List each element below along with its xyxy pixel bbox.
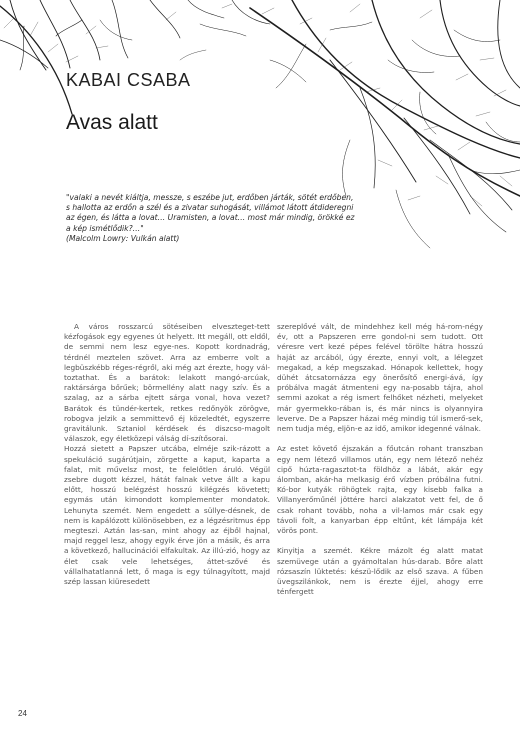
- paragraph: Kinyitja a szemét. Kékre mázolt ég alatt matat szemüvege után a gyámoltalan hús-darab. Bőre alatt rózsaszín lüktetés: készü-lődik az első szava. A fűben üvegszilánkok, nem is érezte éjjel, ahogy erre ténfergett: [277, 546, 483, 597]
- paragraph: Hozzá sietett a Papszer utcába, elméje szik-rázott a spekuláció sugárútjain, zörgette a kaput, kaparta a falat, mit művelsz most, te felelőtlen áruló. Végül zsebre dugott kézzel, hátát falnak vetve állt a kapu előtt, hosszú belégzést hosszú kilégzés követett; egymás után kimondott komplementer mondatok. Lehunyta szemét. Nem engedett a süllye-désnek, de nem is kapálózott különösebben, ez a légzésritmus épp megteszi. Aztán las-san, mint ahogy az éjből hajnal, majd reggel lesz, ahogy egyik érve jön a másik, és arra a következő, hallucinációi elfakultak. Az illú-zió, hogy az élet csak vele lehetséges, áttet-szővé és vállalhatatlanná lett, ő maga is egy túlnagyított, majd szép lassan kiüresedett: [64, 444, 270, 587]
- page-number: 24: [18, 709, 27, 718]
- paragraph: A város rosszarcú sötéseiben elveszteget-tett kézfogások egy egyenes út helyett. Itt megáll, ott eldől, de semmi nem lesz egye-nes. Kopott kordnadrág, térdnél meztelen szövet. Arra az emberre volt a legbüszkébb réges-régről, aki még azt érezte, hogy vál-toztathat. És a barátok: lelakott mangó-arcúak, raktársárga bőrűek; börmellény alatt nagy szív. És a szalag, az a sárba ejtett sárga vonal, hova vezet? Barátok és tündér-kertek, retkes redőnyök zörögve, robogva jelzik a semmittevő éj közeledtét, egyszerre gravitálunk. Sztaniol kérdések és diszcso-magolt válaszok, egy életközepi válság dí-szítősorai.: [64, 322, 270, 444]
- epigraph-quote: "valaki a nevét kiáltja, messze, s eszébe jut, erdőben járták, sötét erdőben, s hallotta az erdőn a szél és a zivatar suhogását, villámot látott átdideregni az égen, és látta a lovat… Uramisten, a lovat… most már mindig, örökké ez a kép ismétlődik?…": [66, 193, 355, 233]
- text-column-right: [277, 322, 483, 597]
- epigraph: [66, 193, 356, 244]
- text-column-left: [64, 322, 270, 587]
- epigraph-source: (Malcolm Lowry: Vulkán alatt): [66, 233, 180, 243]
- paragraph: szereplővé vált, de mindehhez kell még há-rom-négy év, ott a Papszeren erre gondol-ni sem tudott. Ott véresre vert kezé pépes felével törölte hátra hosszú haját az arcából, úgy érezte, ennyi volt, a lélegzet megakad, a kép megszakad. Hónapok kellettek, hogy dühét átcsatornázza egy önerősítő energi-ává, így próbálva magát átmenteni egy na-posabb tájra, ahol semmi azokat a rég ismert felhőket nézheti, melyeket már gyermekko-rában is, és már nincs is olyannyira leverve. De a Papszer házai még mindig túl ismerő-sek, nem tudja még, eljön-e az idő, amikor idegenné válnak.: [277, 322, 483, 434]
- article-title: Avas alatt: [66, 111, 158, 134]
- paragraph: Az estet követő éjszakán a főutcán rohant transzban egy nem létező villamos után, egy nem létező nehéz cipő húzta-ragasztot-ta földhöz a lábát, akár egy álomban, akár-ha melkasig érő vízben próbálna futni. Kó-bor kutyák röhögtek rajta, egy kisebb falka a Villanyerőműnél jöttére harci alakzatot vett fel, de ő csak rohant tovább, noha a vil-lamos már csak egy távoli folt, a kanyarban épp eltűnt, két lámpája két vörös pont.: [277, 444, 483, 536]
- tree-branches-illustration: [0, 0, 520, 290]
- author-name: KABAI CSABA: [66, 70, 191, 90]
